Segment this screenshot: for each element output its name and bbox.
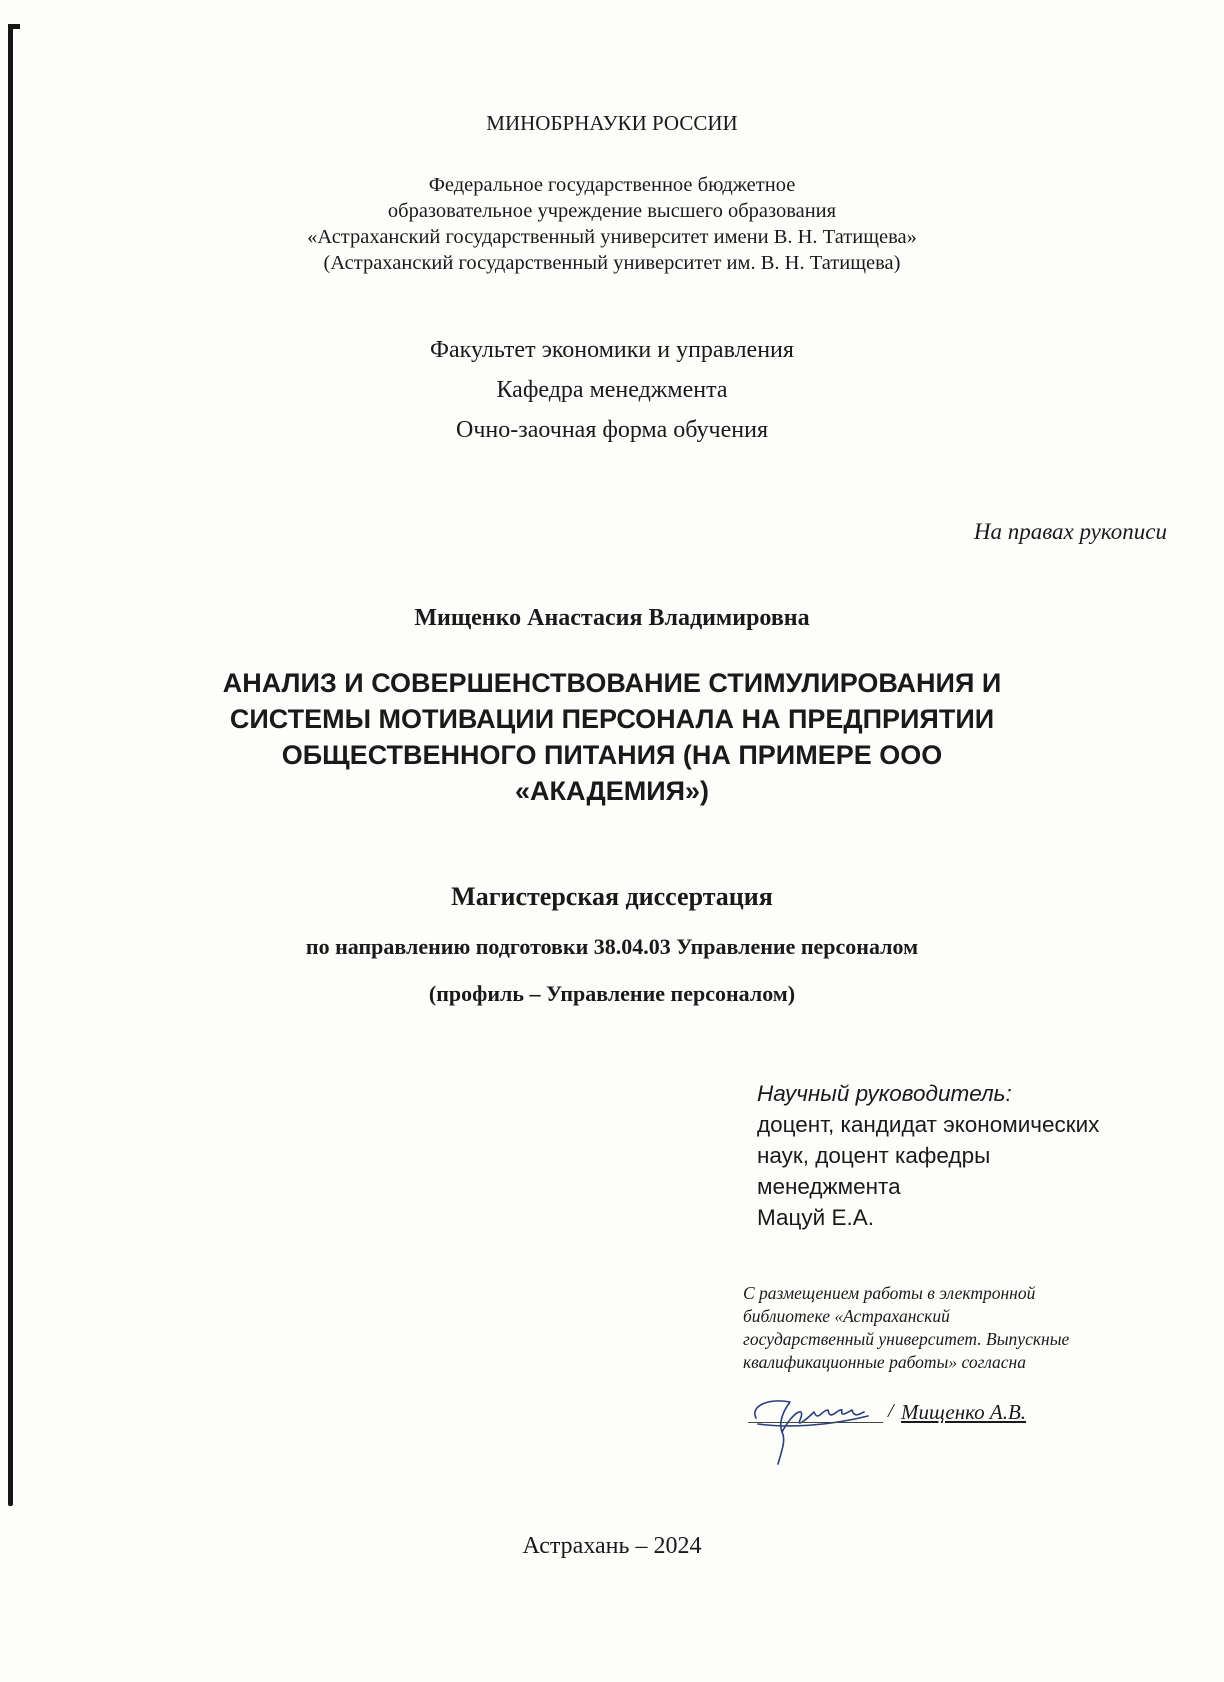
- organization-block: [0, 172, 1224, 276]
- consent-line: квалификационные работы» согласна: [743, 1352, 1026, 1372]
- study-profile: (профиль – Управление персоналом): [428, 981, 796, 1006]
- supervisor-name: Мацуй Е.А.: [757, 1205, 874, 1230]
- rights-note: На правах рукописи: [973, 519, 1167, 544]
- consent-line: государственный университет. Выпускные: [743, 1329, 1070, 1349]
- signer-name: Мищенко А.В.: [901, 1400, 1027, 1424]
- supervisor-label: Научный руководитель:: [757, 1081, 1012, 1106]
- signature-separator: /: [888, 1400, 894, 1422]
- study-direction: по направлению подготовки 38.04.03 Управление персоналом: [305, 934, 919, 959]
- thesis-title-line: АНАЛИЗ И СОВЕРШЕНСТВОВАНИЕ СТИМУЛИРОВАНИЯ И: [222, 668, 1002, 698]
- organization-line: Федеральное государственное бюджетное: [428, 174, 796, 196]
- supervisor-line: менеджмента: [757, 1174, 901, 1199]
- ministry-heading: МИНОБРНАУКИ РОССИИ: [486, 111, 738, 135]
- supervisor-line: доцент, кандидат экономических: [757, 1112, 1100, 1137]
- supervisor-block: [757, 1078, 1099, 1233]
- department-name: Кафедра менеджмента: [496, 377, 728, 403]
- thesis-title: [0, 665, 1224, 809]
- thesis-title-line: СИСТЕМЫ МОТИВАЦИИ ПЕРСОНАЛА НА ПРЕДПРИЯТИИ: [229, 704, 995, 734]
- scan-border-corner: [8, 24, 20, 29]
- thesis-title-line: ОБЩЕСТВЕННОГО ПИТАНИЯ (НА ПРИМЕРЕ ООО: [281, 740, 943, 770]
- faculty-block: [0, 330, 1224, 450]
- faculty-name: Факультет экономики и управления: [430, 337, 794, 363]
- thesis-title-line: «АКАДЕМИЯ»): [514, 776, 710, 806]
- signature-row: [748, 1388, 1088, 1478]
- study-form: Очно-заочная форма обучения: [456, 417, 768, 443]
- consent-line: библиотеке «Астраханский: [743, 1306, 950, 1326]
- organization-line: образовательное учреждение высшего образования: [387, 200, 837, 222]
- author-name: Мищенко Анастасия Владимировна: [414, 605, 810, 631]
- supervisor-line: наук, доцент кафедры: [757, 1143, 991, 1168]
- degree-type: Магистерская диссертация: [451, 882, 773, 911]
- organization-line: «Астраханский государственный университет имени В. Н. Татищева»: [307, 226, 917, 248]
- handwritten-signature: [748, 1388, 888, 1468]
- consent-line: С размещением работы в электронной: [743, 1283, 1036, 1303]
- organization-line: (Астраханский государственный университет им. В. Н. Татищева): [323, 252, 901, 274]
- signature-underline: [748, 1422, 883, 1423]
- consent-statement: [743, 1282, 1183, 1374]
- city-year: Астрахань – 2024: [522, 1533, 702, 1559]
